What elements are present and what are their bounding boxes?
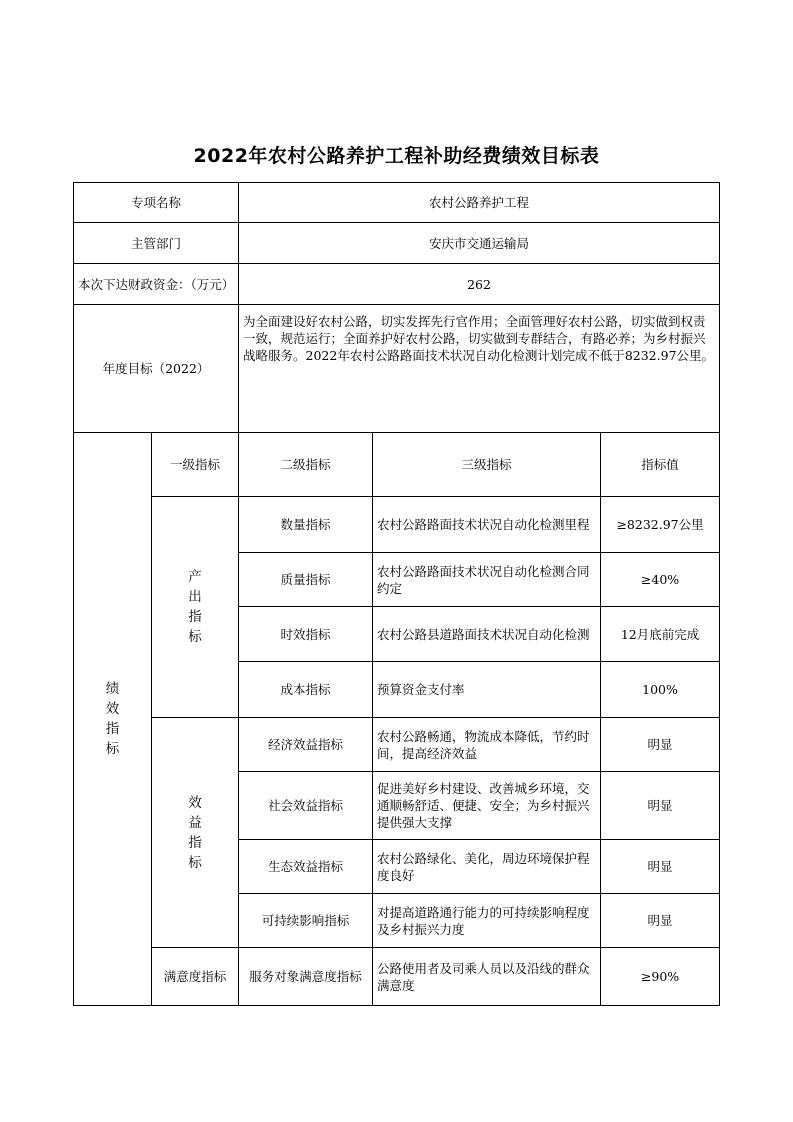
department-row [74, 223, 720, 264]
table-row [74, 497, 720, 553]
level3-cell: 预算资金支付率 [373, 662, 601, 718]
value-cell: ≥40% [601, 553, 720, 607]
header-level1: 一级指标 [152, 433, 239, 497]
level1-output-cell [152, 497, 239, 718]
department-label: 主管部门 [74, 223, 239, 264]
level2-cell: 质量指标 [239, 553, 373, 607]
level3-cell: 农村公路县道路面技术状况自动化检测 [373, 607, 601, 662]
value-cell: ≥90% [601, 948, 720, 1006]
level2-cell: 生态效益指标 [239, 840, 373, 894]
header-value: 指标值 [601, 433, 720, 497]
header-level2: 二级指标 [239, 433, 373, 497]
value-cell: 明显 [601, 894, 720, 948]
level3-cell: 对提高道路通行能力的可持续影响程度及乡村振兴力度 [373, 894, 601, 948]
table-row [74, 718, 720, 772]
funds-row [74, 264, 720, 305]
level1-satisfaction: 满意度指标 [152, 948, 239, 1006]
level3-cell: 农村公路路面技术状况自动化检测合同约定 [373, 553, 601, 607]
value-cell: 明显 [601, 840, 720, 894]
annual-goal-text: 为全面建设好农村公路，切实发挥先行官作用；全面管理好农村公路，切实做到权责一致，规范运行；全面养护好农村公路，切实做到专群结合，有路必养；为乡村振兴战略服务。2022年农村公路路面技术状况自动化检测计划完成不低于8232.97公里。 [239, 305, 720, 433]
level3-cell: 促进美好乡村建设、改善城乡环境，交通顺畅舒适、便捷、安全；为乡村振兴提供强大支撑 [373, 772, 601, 840]
department-value: 安庆市交通运输局 [239, 223, 720, 264]
level3-cell: 农村公路绿化、美化，周边环境保护程度良好 [373, 840, 601, 894]
level2-cell: 数量指标 [239, 497, 373, 553]
level1-benefit: 效益指标 [188, 794, 202, 871]
level2-cell: 可持续影响指标 [239, 894, 373, 948]
project-value: 农村公路养护工程 [239, 183, 720, 223]
level2-cell: 服务对象满意度指标 [239, 948, 373, 1006]
level2-cell: 经济效益指标 [239, 718, 373, 772]
funds-label: 本次下达财政资金：（万元） [74, 264, 239, 305]
level3-cell: 农村公路路面技术状况自动化检测里程 [373, 497, 601, 553]
level3-cell: 公路使用者及司乘人员以及沿线的群众满意度 [373, 948, 601, 1006]
header-level3: 三级指标 [373, 433, 601, 497]
funds-value: 262 [239, 264, 720, 305]
indicators-label-cell [74, 433, 152, 1006]
level2-cell: 成本指标 [239, 662, 373, 718]
project-label: 专项名称 [74, 183, 239, 223]
value-cell: ≥8232.97公里 [601, 497, 720, 553]
value-cell: 100% [601, 662, 720, 718]
level3-cell: 农村公路畅通，物流成本降低，节约时间，提高经济效益 [373, 718, 601, 772]
value-cell: 明显 [601, 772, 720, 840]
level1-output: 产出指标 [188, 569, 202, 645]
annual-goal-label: 年度目标（2022） [74, 305, 239, 433]
level2-cell: 社会效益指标 [239, 772, 373, 840]
table-row [74, 948, 720, 1006]
indicators-label: 绩效指标 [105, 681, 120, 757]
level2-cell: 时效指标 [239, 607, 373, 662]
value-cell: 12月底前完成 [601, 607, 720, 662]
indicator-header-row [74, 433, 720, 497]
level1-benefit-cell [152, 718, 239, 948]
performance-target-table [73, 182, 720, 1006]
value-cell: 明显 [601, 718, 720, 772]
page-title: 2022年农村公路养护工程补助经费绩效目标表 [193, 145, 600, 167]
project-row [74, 183, 720, 223]
annual-goal-row [74, 305, 720, 433]
